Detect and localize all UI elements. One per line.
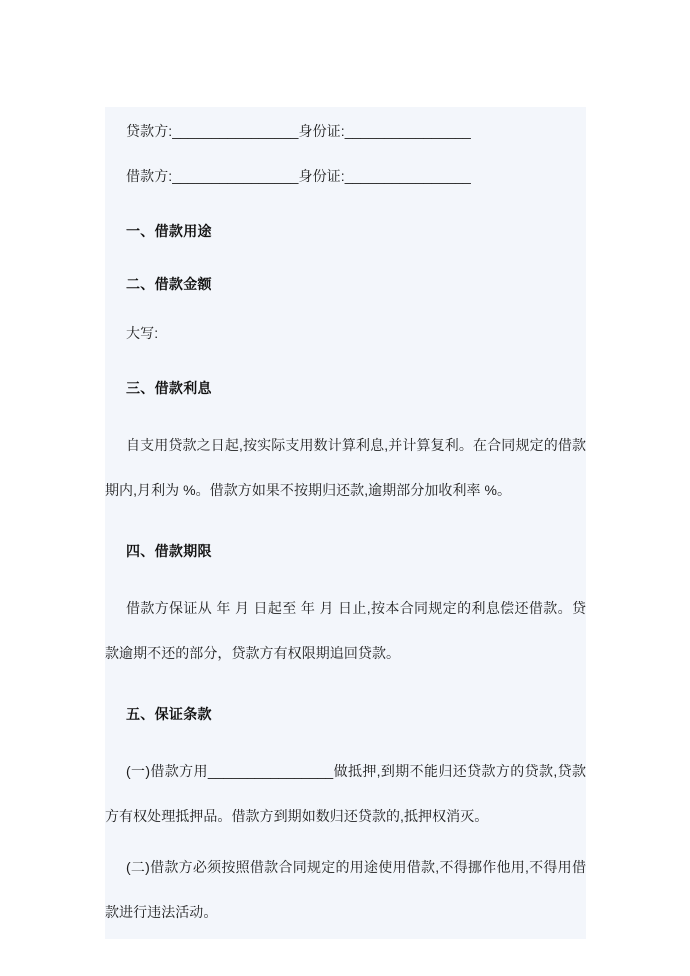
lender-line: 贷款方:________________身份证:________________	[126, 123, 471, 139]
borrower-line: 借款方:________________身份证:________________	[126, 168, 471, 184]
section-heading-5: 五、保证条款	[126, 706, 212, 722]
section-heading-2: 二、借款金额	[126, 276, 212, 292]
section-heading-1: 一、借款用途	[126, 223, 212, 239]
section-4-paragraph-1: 借款方保证从 年 月 日起至 年 月 日止,按本合同规定的利息偿还借款。贷款逾期不还的部分，贷款方有权限期追回贷款。	[105, 600, 586, 661]
amount-in-words-label: 大写:	[126, 325, 159, 341]
section-heading-3: 三、借款利息	[126, 380, 212, 396]
section-5-paragraph-2: (二)借款方必须按照借款合同规定的用途使用借款,不得挪作他用,不得用借款进行违法活动。	[105, 859, 586, 920]
section-heading-4: 四、借款期限	[126, 543, 212, 559]
spacer	[105, 676, 586, 688]
section-3-paragraph-1: 自支用贷款之日起,按实际支用数计算利息,并计算复利。在合同规定的借款期内,月利为 %。借款方如果不按期归还款,逾期部分加收利率 %。	[105, 437, 586, 498]
section-5-paragraph-1: (一)借款方用________________做抵押,到期不能归还贷款方的贷款,贷款方有权处理抵押品。借款方到期如数归还贷款的,抵押权消灭。	[105, 763, 586, 824]
contract-content-block	[105, 107, 586, 939]
spacer	[105, 513, 586, 525]
